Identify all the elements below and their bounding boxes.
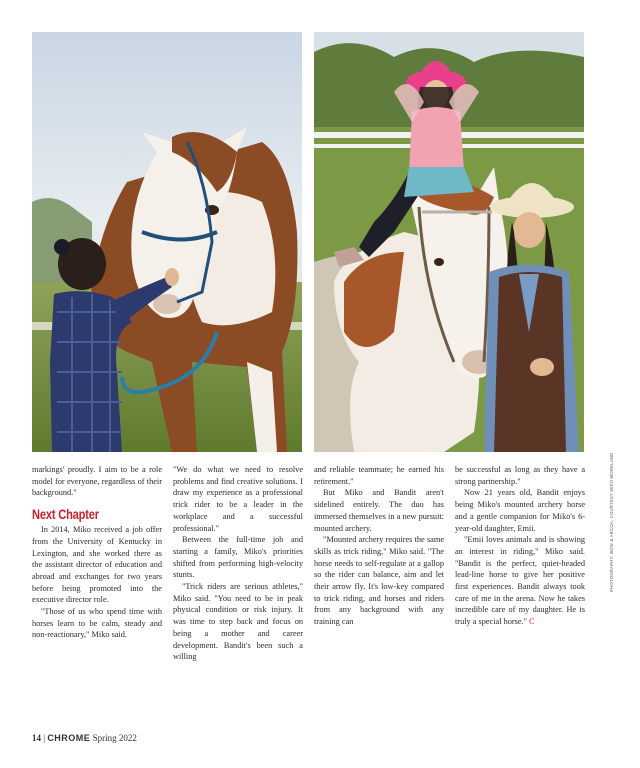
- article-column-2: [173, 464, 303, 663]
- article-column-1: [32, 464, 162, 641]
- paragraph: markings' proudly. I aim to be a role model for everyone, regardless of their background.": [32, 465, 162, 498]
- photo-rider-and-mother: [314, 32, 584, 452]
- page-footer: [32, 733, 137, 743]
- page-number: 14: [32, 733, 41, 743]
- issue-label: Spring 2022: [92, 733, 137, 743]
- paragraph: and reliable teammate; he earned his retirement.": [314, 465, 444, 486]
- photo-girl-with-horse-image: [32, 32, 302, 452]
- photo-girl-with-horse: [32, 32, 302, 452]
- section-heading: Next Chapter: [32, 507, 99, 523]
- paragraph: Between the full-time job and starting a family, Miko's priorities shifted from performing high-velocity stunts.: [173, 535, 303, 580]
- magazine-name: CHROME: [47, 733, 91, 743]
- paragraph: "Mounted archery requires the same skills as trick riding," Miko said. "The horse needs to self-regulate at a gallop so the rider can balance, aim and let their arrow fly. It's low-key compared to trick riding, and horses and riders from any background with any training can: [314, 535, 444, 627]
- photo-credit: PHOTOGRAPHY: BOW & ARCOA, COURTESY MIKO MORELAND: [609, 452, 614, 592]
- paragraph: In 2014, Miko received a job offer from the University of Kentucky in Lexington, and she worked there as the assistant director of education and abroad and exchanges for two years before being promoted into the executive director role.: [32, 525, 162, 605]
- photo-rider-and-mother-image: [314, 32, 584, 452]
- paragraph-text: "Emii loves animals and is showing an interest in riding," Miko said. "Bandit is the perfect, quiet-headed lead-line horse to give her positive first experiences. Bandit always took care of me in the arena. Now he takes incredible care of my daughter. He is truly a special horse.": [455, 535, 585, 627]
- paragraph: "Trick riders are serious athletes," Miko said. "You need to be in peak physical condition or risk injury. It was time to step back and focus on being a mother and career development. Bandit's been such a willing: [173, 582, 303, 662]
- article-column-4: [455, 464, 585, 628]
- paragraph: "Those of us who spend time with horses learn to be calm, steady and non-reactionary," Miko said.: [32, 607, 162, 640]
- footer-separator: |: [43, 733, 46, 743]
- paragraph: "We do what we need to resolve problems and find creative solutions. I draw my experience as a professional trick rider to be a leader in the workplace and a successful professional.": [173, 465, 303, 533]
- paragraph: [455, 534, 585, 628]
- paragraph: Now 21 years old, Bandit enjoys being Miko's mounted archery horse and a gentle companion for Miko's 6-year-old daughter, Emii.: [455, 488, 585, 533]
- article-column-3: [314, 464, 444, 628]
- paragraph: be successful as long as they have a strong partnership.": [455, 465, 585, 486]
- paragraph: But Miko and Bandit aren't sidelined entirely. The duo has immersed themselves in a new pursuit: mounted archery.: [314, 488, 444, 533]
- end-mark-icon: C: [529, 617, 535, 627]
